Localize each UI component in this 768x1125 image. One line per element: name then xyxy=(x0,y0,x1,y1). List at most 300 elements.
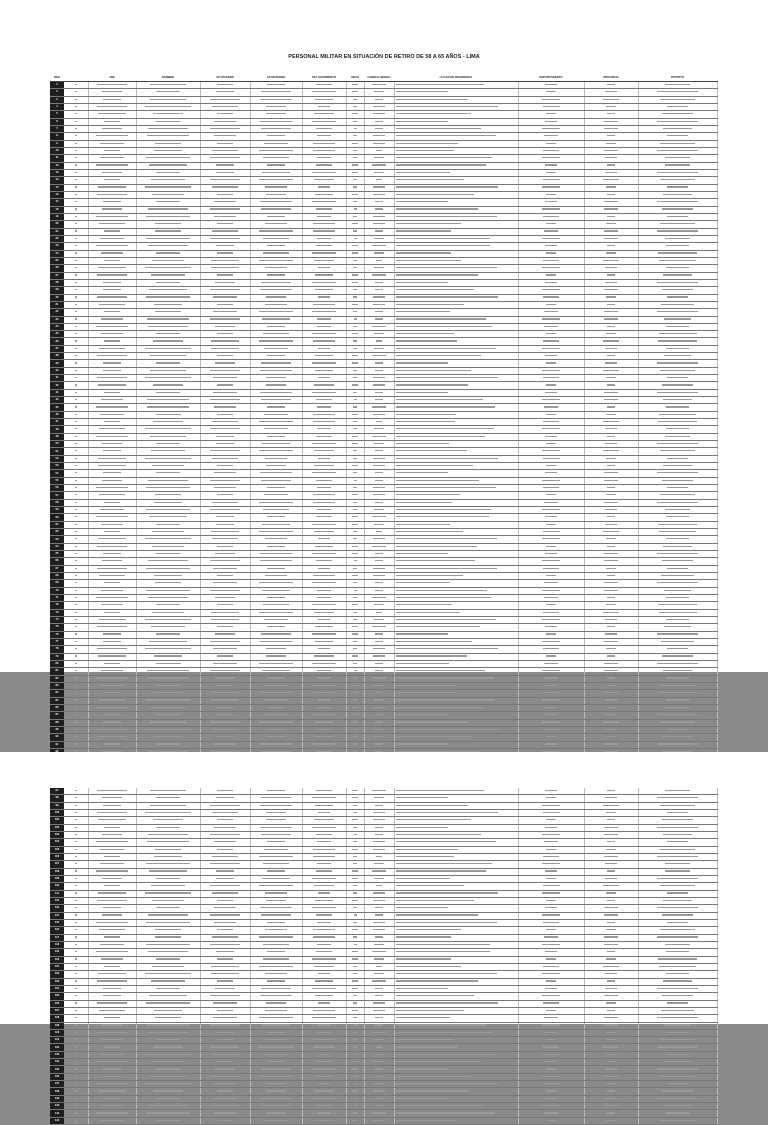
table-cell xyxy=(584,169,638,176)
table-cell xyxy=(584,1103,638,1110)
table-cell xyxy=(136,719,200,726)
table-cell xyxy=(200,1073,250,1080)
table-cell xyxy=(346,287,364,294)
table-cell xyxy=(346,726,364,733)
row-mark xyxy=(64,191,88,198)
table-cell xyxy=(394,375,518,382)
row-mark xyxy=(64,1117,88,1124)
table-cell xyxy=(638,206,717,213)
table-cell xyxy=(250,103,302,110)
table-cell xyxy=(302,1117,346,1124)
table-cell xyxy=(88,243,136,250)
row-number: 104 xyxy=(50,839,64,846)
table-cell xyxy=(250,514,302,521)
table-cell xyxy=(638,316,717,323)
table-cell xyxy=(394,367,518,374)
table-row xyxy=(50,426,717,433)
table-cell xyxy=(200,441,250,448)
table-cell xyxy=(302,978,346,985)
table-cell xyxy=(394,646,518,653)
table-cell xyxy=(136,367,200,374)
table-cell xyxy=(88,861,136,868)
table-cell xyxy=(364,624,394,631)
row-number: 71 xyxy=(50,594,64,601)
table-cell xyxy=(250,1066,302,1073)
table-cell xyxy=(250,993,302,1000)
row-mark xyxy=(64,125,88,132)
table-cell xyxy=(518,133,584,140)
table-cell xyxy=(584,103,638,110)
row-mark xyxy=(64,331,88,338)
table-cell xyxy=(250,426,302,433)
table-cell xyxy=(200,1051,250,1058)
table-cell xyxy=(584,788,638,795)
row-mark xyxy=(64,971,88,978)
row-mark xyxy=(64,704,88,711)
table-cell xyxy=(364,162,394,169)
table-cell xyxy=(88,624,136,631)
table-cell xyxy=(302,927,346,934)
table-cell xyxy=(302,897,346,904)
table-cell xyxy=(346,470,364,477)
table-cell xyxy=(136,441,200,448)
row-number: 19 xyxy=(50,213,64,220)
table-cell xyxy=(638,353,717,360)
table-cell xyxy=(518,675,584,682)
table-cell xyxy=(302,155,346,162)
table-cell xyxy=(346,140,364,147)
table-cell xyxy=(364,1007,394,1014)
table-cell xyxy=(394,565,518,572)
table-cell xyxy=(200,668,250,675)
row-number: 57 xyxy=(50,492,64,499)
table-cell xyxy=(584,1000,638,1007)
table-cell xyxy=(346,734,364,741)
table-cell xyxy=(302,411,346,418)
table-cell xyxy=(638,1066,717,1073)
table-row xyxy=(50,963,717,970)
table-cell xyxy=(584,704,638,711)
table-cell xyxy=(250,1000,302,1007)
table-cell xyxy=(394,978,518,985)
table-row xyxy=(50,485,717,492)
table-cell xyxy=(88,485,136,492)
table-cell xyxy=(346,631,364,638)
table-cell xyxy=(250,802,302,809)
table-cell xyxy=(518,191,584,198)
table-cell xyxy=(302,963,346,970)
table-cell xyxy=(250,1073,302,1080)
table-cell xyxy=(346,741,364,748)
table-cell xyxy=(346,82,364,89)
table-cell xyxy=(200,213,250,220)
table-cell xyxy=(88,1007,136,1014)
table-cell xyxy=(584,155,638,162)
table-cell xyxy=(584,397,638,404)
row-mark xyxy=(64,184,88,191)
table-cell xyxy=(200,912,250,919)
table-cell xyxy=(584,741,638,748)
row-mark xyxy=(64,831,88,838)
table-cell xyxy=(638,682,717,689)
table-cell xyxy=(302,147,346,154)
table-cell xyxy=(250,905,302,912)
row-number: 66 xyxy=(50,558,64,565)
table-cell xyxy=(136,521,200,528)
table-cell xyxy=(250,809,302,816)
table-cell xyxy=(584,726,638,733)
table-cell xyxy=(200,971,250,978)
table-cell xyxy=(364,125,394,132)
table-cell xyxy=(200,824,250,831)
table-row xyxy=(50,690,717,697)
table-row xyxy=(50,631,717,638)
table-cell xyxy=(584,529,638,536)
table-cell xyxy=(200,389,250,396)
table-cell xyxy=(88,668,136,675)
table-cell xyxy=(88,1044,136,1051)
table-cell xyxy=(346,941,364,948)
table-cell xyxy=(394,463,518,470)
row-number: 4 xyxy=(50,103,64,110)
table-cell xyxy=(200,1029,250,1036)
table-cell xyxy=(136,279,200,286)
table-cell xyxy=(136,831,200,838)
table-cell xyxy=(638,133,717,140)
table-cell xyxy=(346,404,364,411)
table-cell xyxy=(136,1103,200,1110)
table-cell xyxy=(346,638,364,645)
table-cell xyxy=(88,638,136,645)
table-cell xyxy=(394,927,518,934)
row-mark xyxy=(64,868,88,875)
table-cell xyxy=(394,993,518,1000)
table-cell xyxy=(302,1015,346,1022)
table-cell xyxy=(584,323,638,330)
table-row xyxy=(50,919,717,926)
table-cell xyxy=(638,580,717,587)
table-cell xyxy=(346,1000,364,1007)
table-cell xyxy=(394,213,518,220)
row-number: 89 xyxy=(50,726,64,733)
row-number: 46 xyxy=(50,411,64,418)
table-cell xyxy=(302,477,346,484)
table-cell xyxy=(364,228,394,235)
row-mark xyxy=(64,1088,88,1095)
table-cell xyxy=(200,1059,250,1066)
table-cell xyxy=(394,734,518,741)
table-cell xyxy=(364,565,394,572)
table-cell xyxy=(346,96,364,103)
row-mark xyxy=(64,1015,88,1022)
table-cell xyxy=(638,704,717,711)
row-mark xyxy=(64,1007,88,1014)
row-number: 58 xyxy=(50,499,64,506)
table-cell xyxy=(250,839,302,846)
table-cell xyxy=(638,919,717,926)
table-cell xyxy=(136,375,200,382)
table-cell xyxy=(346,426,364,433)
table-cell xyxy=(364,111,394,118)
table-row xyxy=(50,382,717,389)
table-cell xyxy=(638,521,717,528)
table-cell xyxy=(394,301,518,308)
table-cell xyxy=(302,1000,346,1007)
table-cell xyxy=(200,616,250,623)
table-cell xyxy=(584,580,638,587)
column-header: AP MATERNO xyxy=(250,72,302,82)
table-cell xyxy=(200,184,250,191)
table-cell xyxy=(394,360,518,367)
table-cell xyxy=(346,1022,364,1029)
table-cell xyxy=(394,1029,518,1036)
table-cell xyxy=(638,1037,717,1044)
table-cell xyxy=(638,831,717,838)
table-cell xyxy=(518,96,584,103)
table-cell xyxy=(302,631,346,638)
table-row xyxy=(50,404,717,411)
table-row xyxy=(50,411,717,418)
table-cell xyxy=(394,404,518,411)
table-cell xyxy=(364,1051,394,1058)
table-cell xyxy=(200,1081,250,1088)
table-cell xyxy=(200,199,250,206)
row-number: 114 xyxy=(50,912,64,919)
table-cell xyxy=(518,199,584,206)
table-cell xyxy=(638,507,717,514)
table-cell xyxy=(638,853,717,860)
table-cell xyxy=(584,734,638,741)
table-cell xyxy=(346,507,364,514)
table-row xyxy=(50,257,717,264)
table-cell xyxy=(250,316,302,323)
table-cell xyxy=(250,1029,302,1036)
table-cell xyxy=(584,1022,638,1029)
table-cell xyxy=(364,331,394,338)
table-cell xyxy=(638,345,717,352)
row-mark xyxy=(64,147,88,154)
table-cell xyxy=(346,653,364,660)
table-cell xyxy=(88,82,136,89)
table-cell xyxy=(394,309,518,316)
table-cell xyxy=(364,477,394,484)
table-cell xyxy=(518,875,584,882)
table-cell xyxy=(638,660,717,667)
table-cell xyxy=(394,441,518,448)
row-mark xyxy=(64,301,88,308)
table-cell xyxy=(136,809,200,816)
row-mark xyxy=(64,448,88,455)
table-cell xyxy=(302,624,346,631)
row-number: 36 xyxy=(50,338,64,345)
table-cell xyxy=(638,734,717,741)
table-cell xyxy=(200,697,250,704)
table-cell xyxy=(250,184,302,191)
table-cell xyxy=(394,514,518,521)
table-cell xyxy=(200,846,250,853)
table-cell xyxy=(88,1095,136,1102)
table-row xyxy=(50,875,717,882)
table-cell xyxy=(302,572,346,579)
table-cell xyxy=(250,883,302,890)
row-number: 100 xyxy=(50,809,64,816)
table-cell xyxy=(346,1081,364,1088)
row-number: 121 xyxy=(50,963,64,970)
row-mark xyxy=(64,96,88,103)
table-cell xyxy=(136,675,200,682)
table-cell xyxy=(88,125,136,132)
table-cell xyxy=(200,221,250,228)
row-number: 99 xyxy=(50,802,64,809)
table-cell xyxy=(518,294,584,301)
row-number: 120 xyxy=(50,956,64,963)
table-cell xyxy=(346,191,364,198)
table-cell xyxy=(346,345,364,352)
row-number: 45 xyxy=(50,404,64,411)
table-cell xyxy=(250,978,302,985)
table-cell xyxy=(302,426,346,433)
table-cell xyxy=(136,177,200,184)
table-cell xyxy=(584,419,638,426)
table-row xyxy=(50,941,717,948)
table-cell xyxy=(346,521,364,528)
table-cell xyxy=(394,719,518,726)
table-cell xyxy=(250,1015,302,1022)
table-cell xyxy=(518,668,584,675)
table-row xyxy=(50,184,717,191)
table-cell xyxy=(346,492,364,499)
table-row xyxy=(50,301,717,308)
row-number: 61 xyxy=(50,521,64,528)
table-cell xyxy=(638,993,717,1000)
table-cell xyxy=(364,82,394,89)
table-cell xyxy=(364,213,394,220)
table-cell xyxy=(394,631,518,638)
table-cell xyxy=(88,1088,136,1095)
row-mark xyxy=(64,199,88,206)
table-cell xyxy=(364,243,394,250)
table-cell xyxy=(250,243,302,250)
table-row xyxy=(50,250,717,257)
table-cell xyxy=(346,861,364,868)
table-cell xyxy=(136,309,200,316)
table-cell xyxy=(584,1110,638,1117)
table-cell xyxy=(638,82,717,89)
table-cell xyxy=(250,565,302,572)
table-cell xyxy=(200,1088,250,1095)
table-cell xyxy=(302,795,346,802)
row-number: 3 xyxy=(50,96,64,103)
table-cell xyxy=(346,353,364,360)
table-cell xyxy=(302,853,346,860)
table-cell xyxy=(584,455,638,462)
table-cell xyxy=(88,250,136,257)
table-cell xyxy=(364,265,394,272)
table-cell xyxy=(518,287,584,294)
table-cell xyxy=(302,103,346,110)
row-mark xyxy=(64,82,88,89)
table-cell xyxy=(394,941,518,948)
table-cell xyxy=(584,1015,638,1022)
table-cell xyxy=(638,956,717,963)
table-cell xyxy=(638,419,717,426)
column-header: CODIGO UBIGEO xyxy=(364,72,394,82)
table-cell xyxy=(250,463,302,470)
table-cell xyxy=(394,184,518,191)
table-cell xyxy=(394,1095,518,1102)
table-cell xyxy=(250,719,302,726)
table-cell xyxy=(394,802,518,809)
row-mark xyxy=(64,397,88,404)
table-cell xyxy=(584,1051,638,1058)
row-mark xyxy=(64,919,88,926)
table-cell xyxy=(364,1095,394,1102)
row-mark xyxy=(64,419,88,426)
row-mark xyxy=(64,162,88,169)
table-cell xyxy=(200,1037,250,1044)
table-row xyxy=(50,367,717,374)
table-cell xyxy=(584,536,638,543)
table-cell xyxy=(518,609,584,616)
table-row xyxy=(50,1110,717,1117)
table-cell xyxy=(88,897,136,904)
table-cell xyxy=(302,499,346,506)
table-cell xyxy=(88,367,136,374)
row-mark xyxy=(64,941,88,948)
table-cell xyxy=(364,375,394,382)
table-row xyxy=(50,741,717,748)
table-cell xyxy=(250,1103,302,1110)
table-cell xyxy=(250,111,302,118)
table-cell xyxy=(136,184,200,191)
table-row xyxy=(50,831,717,838)
table-row xyxy=(50,389,717,396)
table-cell xyxy=(200,367,250,374)
row-number: 80 xyxy=(50,660,64,667)
table-cell xyxy=(394,963,518,970)
table-cell xyxy=(200,206,250,213)
table-row xyxy=(50,1088,717,1095)
table-cell xyxy=(638,949,717,956)
table-cell xyxy=(200,155,250,162)
row-mark xyxy=(64,111,88,118)
table-row xyxy=(50,609,717,616)
table-cell xyxy=(302,287,346,294)
table-cell xyxy=(364,734,394,741)
table-cell xyxy=(394,580,518,587)
column-header: PROVINCIA xyxy=(584,72,638,82)
table-cell xyxy=(518,323,584,330)
row-mark xyxy=(64,1103,88,1110)
table-cell xyxy=(302,817,346,824)
table-cell xyxy=(638,675,717,682)
table-cell xyxy=(88,235,136,242)
table-cell xyxy=(394,155,518,162)
table-cell xyxy=(364,235,394,242)
document-page-2 xyxy=(0,752,768,1122)
table-cell xyxy=(394,250,518,257)
table-cell xyxy=(584,250,638,257)
table-cell xyxy=(200,565,250,572)
table-cell xyxy=(136,206,200,213)
table-cell xyxy=(364,507,394,514)
table-cell xyxy=(88,978,136,985)
row-mark xyxy=(64,809,88,816)
table-cell xyxy=(394,809,518,816)
table-cell xyxy=(302,375,346,382)
table-cell xyxy=(136,470,200,477)
table-cell xyxy=(394,624,518,631)
